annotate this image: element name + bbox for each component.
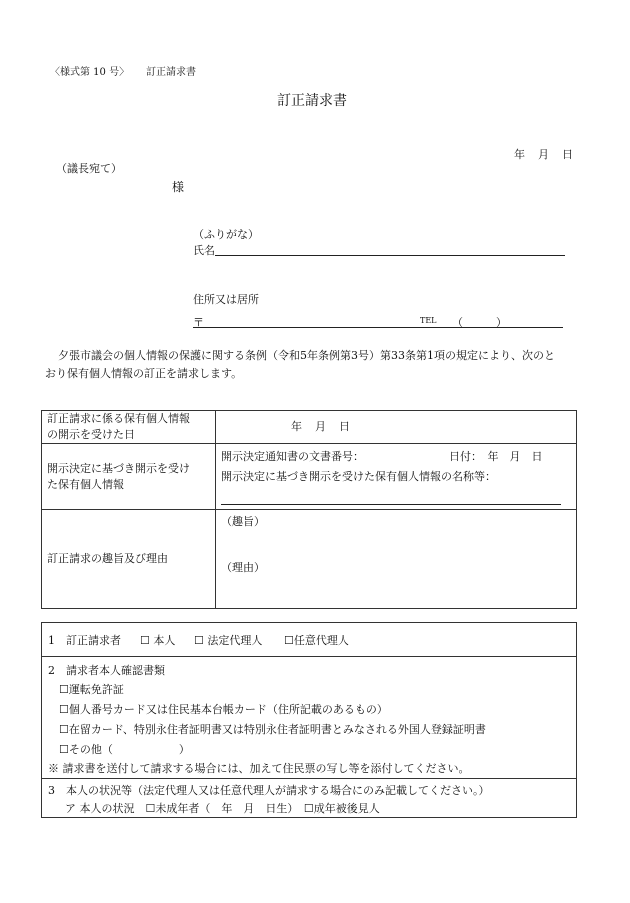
- disclosed-info-name-label: 開示決定に基づき開示を受けた保有個人情報の名称等：: [221, 470, 496, 483]
- name-label: 氏名: [193, 244, 215, 257]
- disclosed-info-label: 開示決定に基づき開示を受け た保有個人情報: [42, 444, 216, 510]
- requester-info-box: [41, 622, 577, 818]
- addressee: （議長宛て）: [56, 162, 122, 175]
- id-doc-drivers-license[interactable]: ☐運転免許証: [59, 683, 124, 696]
- form-number: 〈様式第 10 号〉: [50, 67, 130, 78]
- requester-voluntary-agent-checkbox[interactable]: ☐任意代理人: [284, 634, 349, 647]
- id-doc-my-number-card[interactable]: ☐個人番号カード又は住民基本台帳カード（住所記載のあるもの）: [59, 703, 388, 716]
- name-field-line[interactable]: [215, 255, 565, 256]
- requester-self-checkbox[interactable]: ☐ 本人: [140, 634, 176, 647]
- id-docs-note: ※ 請求書を送付して請求する場合には、加えて住民票の写し等を添付してください。: [48, 762, 470, 775]
- purpose-reason-label: 訂正請求の趣旨及び理由: [42, 510, 216, 609]
- purpose-reason-field[interactable]: [216, 510, 577, 609]
- correction-detail-table: [41, 410, 577, 609]
- address-label: 住所又は居所: [193, 293, 259, 306]
- disclosed-info-name-line[interactable]: [221, 504, 561, 505]
- furigana-label: （ふりがな）: [193, 228, 259, 241]
- page-title: 訂正請求書: [277, 93, 347, 109]
- id-doc-other[interactable]: ☐その他（ ）: [59, 743, 190, 756]
- intro-line-1: 夕張市議会の個人情報の保護に関する条例（令和5年条例第3号）第33条第1項の規定により、次のと: [58, 349, 555, 362]
- disclosure-date-field[interactable]: 年 月 日: [216, 411, 577, 444]
- form-name: 訂正請求書: [146, 67, 196, 78]
- disclosed-info-field[interactable]: [216, 444, 577, 510]
- reason-label: （理由）: [221, 561, 265, 574]
- disclosure-date-label: 訂正請求に係る保有個人情報 の開示を受けた日: [42, 411, 216, 444]
- table-row: [42, 444, 577, 510]
- principal-status-heading: 3 本人の状況等（法定代理人又は任意代理人が請求する場合にのみ記載してください。）: [48, 784, 490, 797]
- id-docs-heading: 2 請求者本人確認書類: [48, 664, 165, 677]
- doc-number-label: 開示決定通知書の文書番号：: [221, 450, 364, 463]
- doc-date-label: 日付： 年 月 日: [449, 450, 543, 463]
- divider: [42, 656, 576, 657]
- intro-line-2: おり保有個人情報の訂正を請求します。: [45, 367, 243, 380]
- tel-label: TEL: [420, 316, 437, 325]
- address-field-line[interactable]: [193, 327, 563, 328]
- tel-paren: （ ）: [452, 316, 507, 329]
- requester-legal-agent-checkbox[interactable]: ☐ 法定代理人: [194, 634, 263, 647]
- postal-mark: 〒: [193, 316, 204, 329]
- table-row: [42, 411, 577, 444]
- id-doc-residence-card[interactable]: ☐在留カード、特別永住者証明書又は特別永住者証明書とみなされる外国人登録証明書: [59, 723, 486, 736]
- table-row: [42, 510, 577, 609]
- divider: [42, 778, 576, 779]
- requester-heading: 1 訂正請求者: [48, 634, 121, 647]
- date-field: 年 月 日: [514, 148, 574, 161]
- purpose-label: （趣旨）: [221, 515, 265, 528]
- sama: 様: [172, 180, 185, 194]
- principal-status-row[interactable]: ア 本人の状況 ☐未成年者（ 年 月 日生） ☐成年被後見人: [65, 802, 380, 815]
